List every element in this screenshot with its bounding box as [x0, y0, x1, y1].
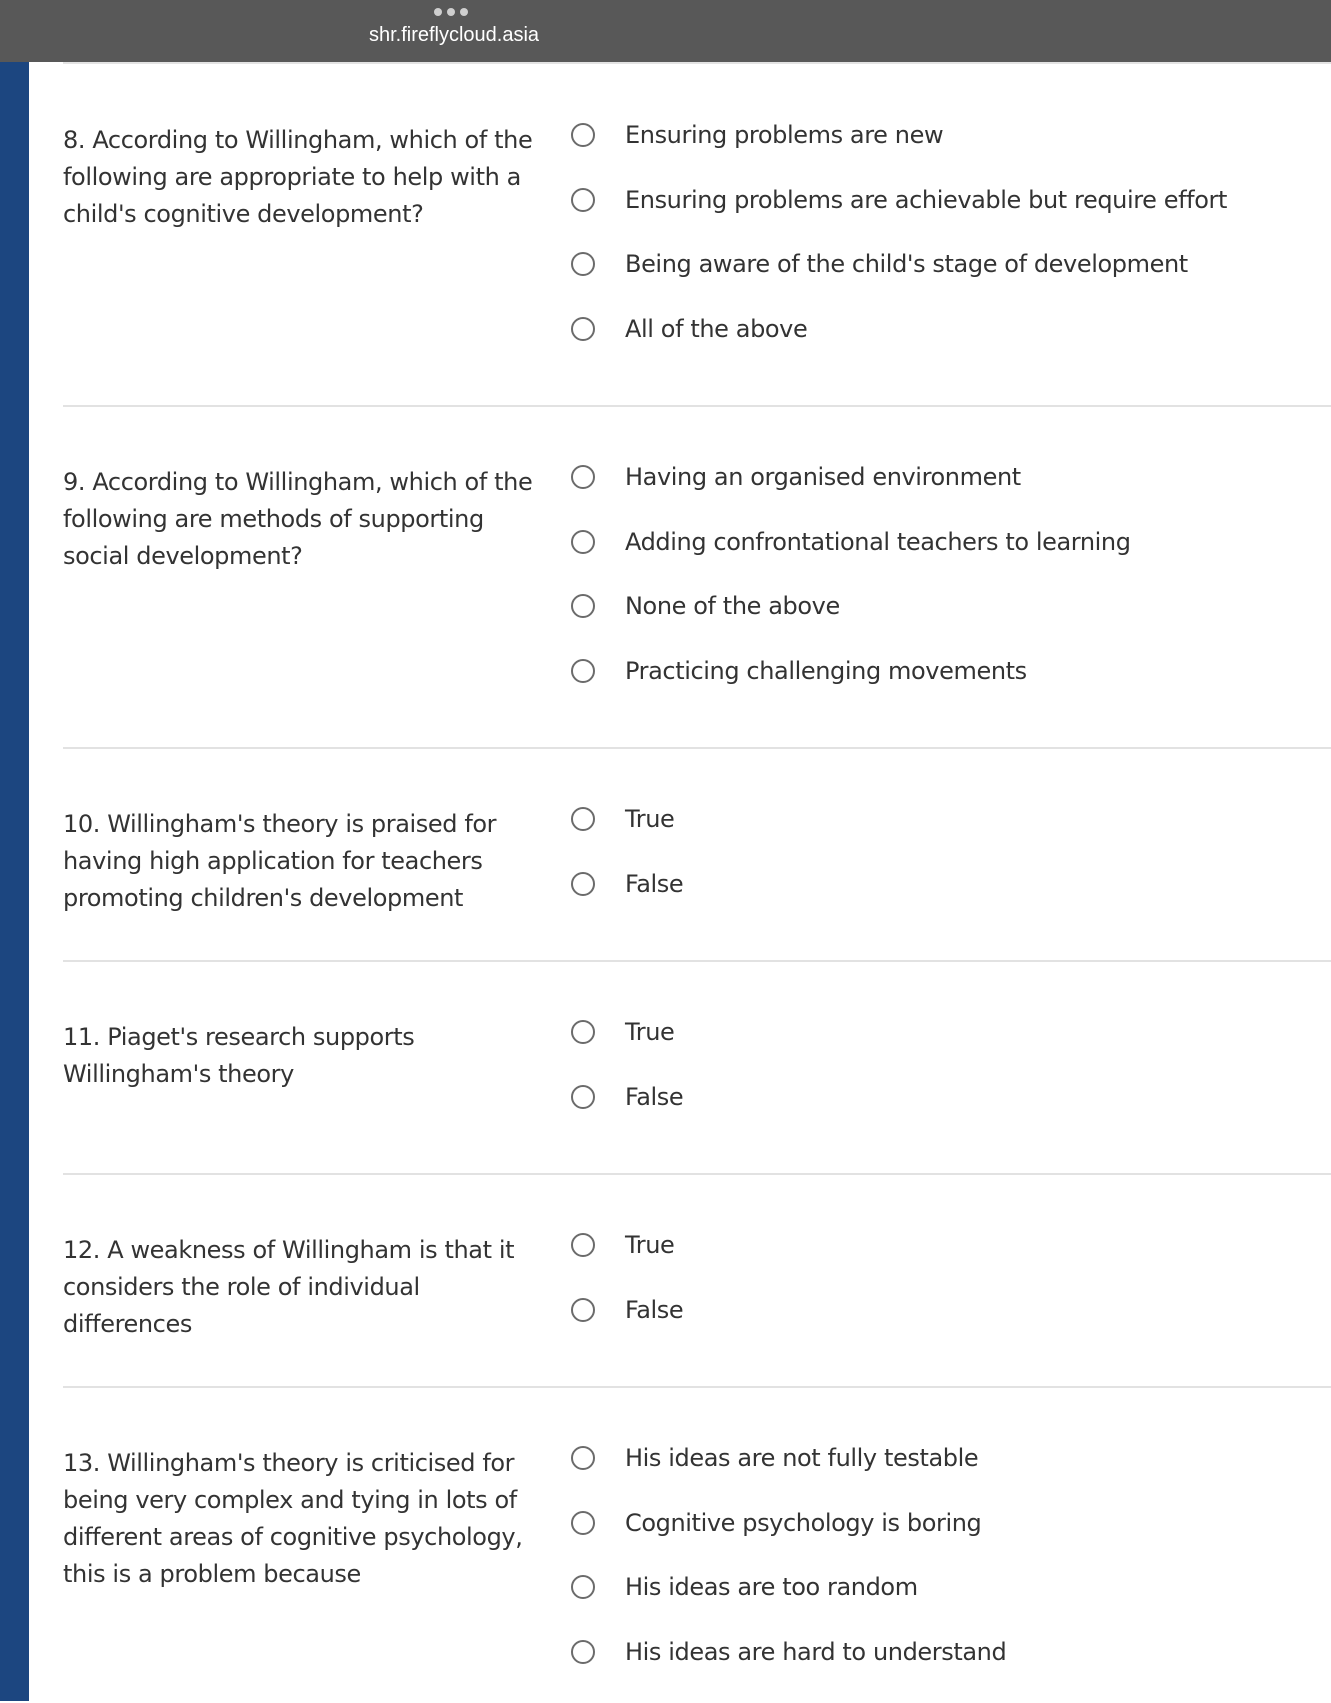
radio-icon[interactable]: [571, 188, 595, 212]
radio-icon[interactable]: [571, 1640, 595, 1664]
option-none-of-the-above[interactable]: [571, 593, 1331, 658]
radio-icon[interactable]: [571, 1298, 595, 1322]
question-divider: [63, 405, 1331, 407]
top-divider: [63, 62, 1331, 64]
option-true[interactable]: [571, 806, 1331, 871]
browser-top-bar: [0, 0, 1331, 62]
options-group: [571, 1445, 1331, 1703]
radio-icon[interactable]: [571, 872, 595, 896]
option-true[interactable]: [571, 1232, 1331, 1297]
radio-icon[interactable]: [571, 659, 595, 683]
options-group: [571, 122, 1331, 380]
option-organised-environment[interactable]: [571, 464, 1331, 529]
question-text: 10. Willingham's theory is praised for having high application for teachers promoting children's development: [63, 806, 533, 917]
radio-icon[interactable]: [571, 1020, 595, 1044]
option-label: False: [625, 1294, 683, 1326]
radio-icon[interactable]: [571, 317, 595, 341]
radio-icon[interactable]: [571, 1511, 595, 1535]
question-divider: [63, 1173, 1331, 1175]
option-label: True: [625, 1016, 674, 1048]
question-text: 8. According to Willingham, which of the following are appropriate to help with a child's cognitive development?: [63, 122, 533, 233]
option-label: True: [625, 803, 674, 835]
question-divider: [63, 1386, 1331, 1388]
option-stage-of-development[interactable]: [571, 251, 1331, 316]
radio-icon[interactable]: [571, 530, 595, 554]
option-label: His ideas are hard to understand: [625, 1636, 1006, 1668]
option-ensuring-new[interactable]: [571, 122, 1331, 187]
options-group: [571, 1232, 1331, 1361]
radio-icon[interactable]: [571, 594, 595, 618]
question-divider: [63, 747, 1331, 749]
url-label[interactable]: shr.fireflycloud.asia: [0, 24, 908, 47]
radio-icon[interactable]: [571, 1446, 595, 1470]
option-too-random[interactable]: [571, 1574, 1331, 1639]
option-label: None of the above: [625, 590, 840, 622]
option-achievable-effort[interactable]: [571, 187, 1331, 252]
radio-icon[interactable]: [571, 1233, 595, 1257]
option-label: Practicing challenging movements: [625, 655, 1027, 687]
sidebar-accent: [0, 62, 29, 1701]
radio-icon[interactable]: [571, 1085, 595, 1109]
option-label: False: [625, 868, 683, 900]
option-hard-to-understand[interactable]: [571, 1639, 1331, 1703]
option-false[interactable]: [571, 871, 1331, 936]
option-label: Being aware of the child's stage of development: [625, 248, 1188, 280]
option-true[interactable]: [571, 1019, 1331, 1084]
option-label: Ensuring problems are new: [625, 119, 943, 151]
options-group: [571, 464, 1331, 722]
radio-icon[interactable]: [571, 807, 595, 831]
option-cognitive-psychology-boring[interactable]: [571, 1510, 1331, 1575]
option-label: False: [625, 1081, 683, 1113]
option-label: Having an organised environment: [625, 461, 1021, 493]
option-label: His ideas are not fully testable: [625, 1442, 978, 1474]
radio-icon[interactable]: [571, 252, 595, 276]
option-false[interactable]: [571, 1084, 1331, 1149]
option-all-of-the-above[interactable]: [571, 316, 1331, 381]
option-label: All of the above: [625, 313, 807, 345]
radio-icon[interactable]: [571, 465, 595, 489]
radio-icon[interactable]: [571, 1575, 595, 1599]
question-divider: [63, 960, 1331, 962]
question-text: 12. A weakness of Willingham is that it considers the role of individual differences: [63, 1232, 533, 1343]
option-challenging-movements[interactable]: [571, 658, 1331, 723]
options-group: [571, 806, 1331, 935]
option-confrontational-teachers[interactable]: [571, 529, 1331, 594]
options-group: [571, 1019, 1331, 1148]
more-dots-icon[interactable]: [434, 3, 474, 13]
radio-icon[interactable]: [571, 123, 595, 147]
option-label: Ensuring problems are achievable but require effort: [625, 184, 1227, 216]
option-label: Adding confrontational teachers to learning: [625, 526, 1131, 558]
option-label: Cognitive psychology is boring: [625, 1507, 981, 1539]
option-label: True: [625, 1229, 674, 1261]
question-text: 11. Piaget's research supports Willingham's theory: [63, 1019, 533, 1093]
option-false[interactable]: [571, 1297, 1331, 1362]
option-label: His ideas are too random: [625, 1571, 918, 1603]
option-not-fully-testable[interactable]: [571, 1445, 1331, 1510]
question-text: 9. According to Willingham, which of the following are methods of supporting social development?: [63, 464, 533, 575]
question-text: 13. Willingham's theory is criticised for being very complex and tying in lots of different areas of cognitive psychology, this is a problem because: [63, 1445, 533, 1593]
